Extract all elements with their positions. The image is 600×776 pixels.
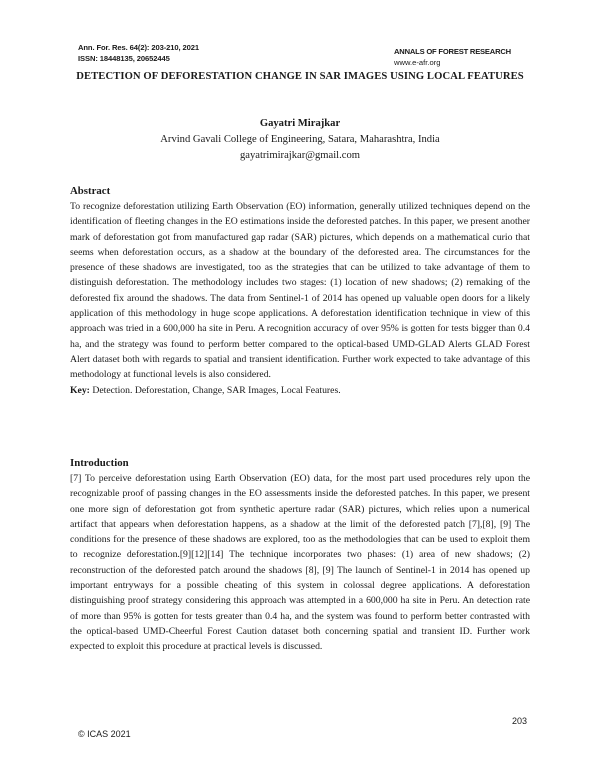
keywords-line <box>70 383 530 398</box>
introduction-text: [7] To perceive deforestation using Earth Observation (EO) data, for the most part used procedures rely upon the recognizable proof of passing changes in the EO assessments inside the deforested patches. In this paper, we present one more sign of deforestation got from synthetic aperture radar (SAR) pictures, which relies upon a numerical artifact that appears when deforestation happens, as a shadow at the limit of the deforested patch [7],[8], [9] The conditions for the presence of these shadows are explored, too as the methodologies that can be used to exploit them to recognize deforestation.[9][12][14] The technique incorporates two phases: (1) area of new shadows; (2) reconstruction of the deforested patch around the shadows [8], [9] The launch of Sentinel-1 in 2014 has opened up important entryways for a possible cheating of this system in colossal degree applications. A deforestation distinguishing proof strategy considering this approach was attempted in a 600,000 ha site in Peru. An detection rate of more than 95% is gotten for tests greater than 0.4 ha, and the system was found to perform better contrasted with the optical-based UMD-Cheerful Forest Caution dataset both concerning spatial and transient ID. Further work expected to exploit this procedure at practical levels is discussed. <box>70 473 530 653</box>
keywords-text: Detection. Deforestation, Change, SAR Images, Local Features. <box>89 384 341 396</box>
journal-branding-block <box>394 46 511 68</box>
author-block <box>70 116 530 164</box>
abstract-section <box>70 184 530 398</box>
issn-line: ISSN: 18448135, 20652445 <box>78 54 170 63</box>
author-email[interactable]: gayatrimirajkar@gmail.com <box>239 150 361 161</box>
citation-line: Ann. For. Res. 64(2): 203-210, 2021 <box>78 43 200 52</box>
journal-name: ANNALS OF FOREST RESEARCH <box>394 47 511 56</box>
abstract-heading: Abstract <box>70 185 111 197</box>
keywords-label: Key: <box>70 384 90 396</box>
journal-citation-block <box>78 42 199 64</box>
author-name: Gayatri Mirajkar <box>259 118 341 129</box>
abstract-text: To recognize deforestation utilizing Earth Observation (EO) information, generally utilized techniques depend on the identification of fleeting changes in the EO estimations inside the deforested patches. In this paper, we present another mark of deforestation got from manufactured gap radar (SAR) pictures, which depends on a mathematical curio that seems when deforestation occurs, as a shadow at the boundary of the deforested area. The circumstances for the presence of these shadows are investigated, too as the strategies that can be utilized to take advantage of them to distinguish deforestation. The methodology includes two stages: (1) location of new shadows; (2) remaking of the deforested fix around the shadows. The data from Sentinel-1 of 2014 has opened up valuable open doors for a likely application of this methodology in huge scope applications. A deforestation identification technique in view of this approach was tried in a 600,000 ha site in Peru. A recognition accuracy of over 95% is gotten for tests bigger than 0.4 ha, and the strategy was found to perform better compared to the optical-based UMD-GLAD Alerts GLAD Forest Alert dataset both with regards to spatial and transient identification. Further work expected to take advantage of this methodology at functional levels is also considered. <box>70 201 530 381</box>
footer-page-number: 203 <box>512 716 528 726</box>
footer-copyright: © ICAS 2021 <box>78 729 131 739</box>
journal-website[interactable]: www.e-afr.org <box>394 58 441 67</box>
introduction-section <box>70 456 530 655</box>
introduction-heading: Introduction <box>70 457 129 469</box>
paper-title: DETECTION OF DEFORESTATION CHANGE IN SAR IMAGES USING LOCAL FEATURES <box>76 71 524 82</box>
author-affiliation: Arvind Gavali College of Engineering, Satara, Maharashtra, India <box>160 134 440 145</box>
